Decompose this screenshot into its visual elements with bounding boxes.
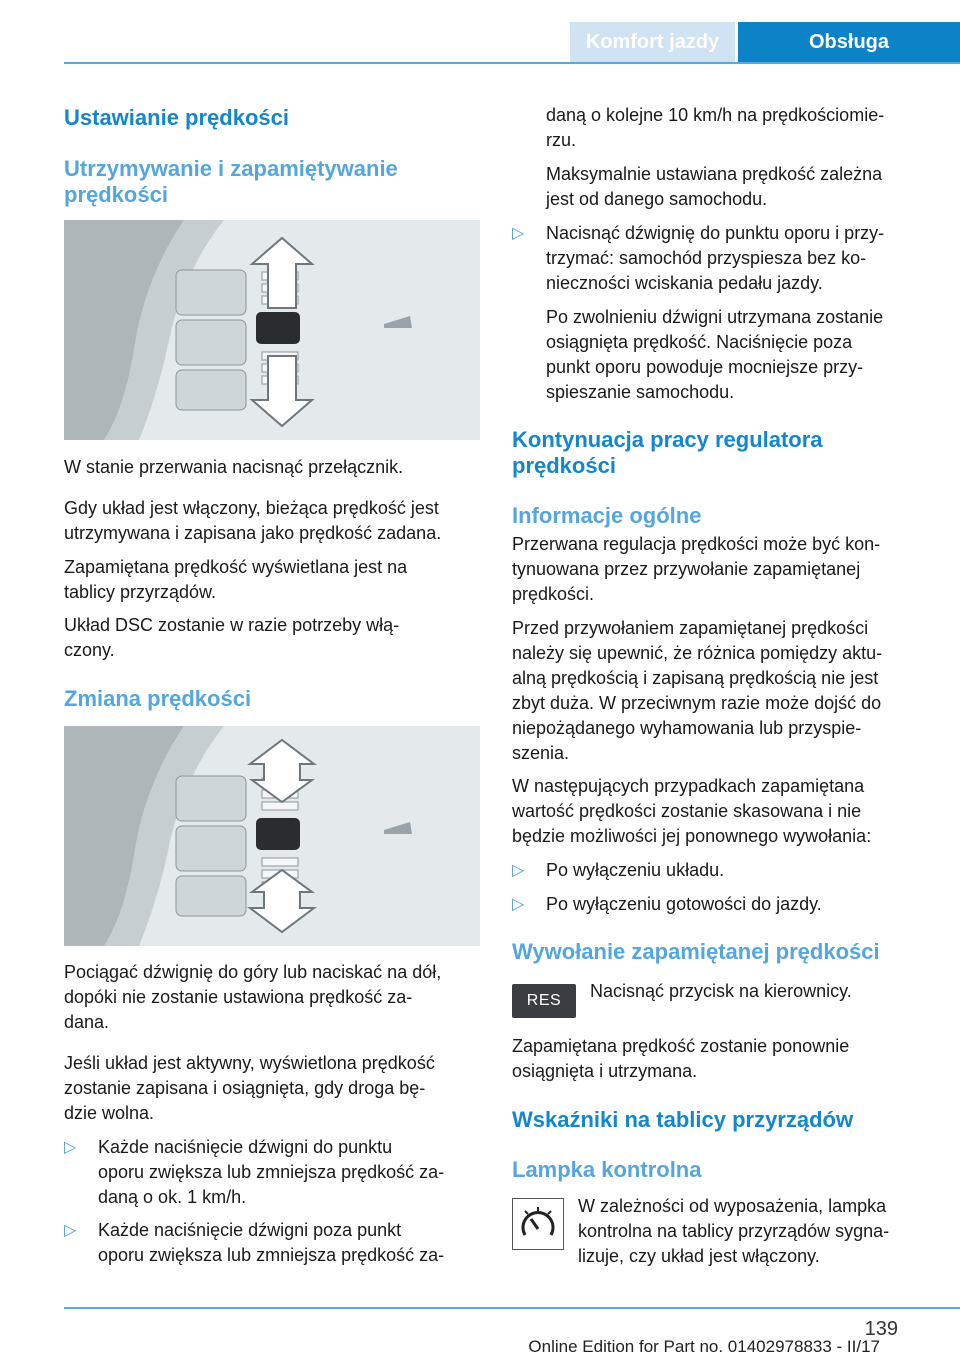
bullet-item-4	[512, 858, 932, 883]
paragraph-1: W stanie przerwania nacisnąć przełącznik.	[64, 457, 404, 477]
footer-divider	[64, 1307, 960, 1309]
triangle-right-icon: ▷	[512, 225, 525, 242]
bullet-1-line-1: Każde naciśnięcie dźwigni do punktu	[98, 1137, 393, 1157]
release-line-4: spieszanie samochodu.	[546, 382, 735, 402]
bullet-4-text: Po wyłączeniu układu.	[546, 860, 725, 880]
bullet-2-line-1: Każde naciśnięcie dźwigni poza punkt	[98, 1220, 402, 1240]
bullet-item-1	[64, 1135, 484, 1210]
subheading-zmiana: Zmiana prędkości	[64, 686, 252, 711]
paragraph-6-line-2: zostanie zapisana i osiągnięta, gdy droga bę‐	[64, 1078, 426, 1098]
paragraph-4-line-1: Układ DSC zostanie w razie potrzeby włą‐	[64, 615, 400, 635]
paragraph-8-line-3: alną prędkością i zapisaną prędkością nie jest	[512, 668, 879, 688]
paragraph-4-line-2: czony.	[64, 640, 115, 660]
max-speed-line-1: Maksymalnie ustawiana prędkość zależna	[546, 164, 883, 184]
paragraph-2-line-1: Gdy układ jest włączony, bieżąca prędkość jest	[64, 498, 439, 518]
page-header	[0, 0, 960, 64]
bullet-item-3	[512, 221, 932, 296]
bullet-1-line-3: daną o ok. 1 km/h.	[98, 1187, 247, 1207]
continuation-line-1: daną o kolejne 10 km/h na prędkościomie‐	[546, 105, 885, 125]
bullet-2-line-2: oporu zwiększa lub zmniejsza prędkość za‐	[98, 1245, 445, 1265]
heading-wskazniki: Wskaźniki na tablicy przyrządów	[512, 1107, 854, 1132]
paragraph-7-line-3: prędkości.	[512, 584, 595, 604]
paragraph-12-line-1: W zależności od wyposażenia, lampka	[578, 1196, 887, 1216]
steering-wheel-lever-photo-1	[64, 220, 480, 440]
bullet-3-line-2: trzymać: samochód przyspiesza bez ko‐	[546, 248, 867, 268]
bullet-3-line-3: nieczności wciskania pedału jazdy.	[546, 273, 823, 293]
bullet-item-2	[64, 1218, 484, 1268]
release-line-3: punkt oporu powoduje mocniejsze przy‐	[546, 357, 864, 377]
subheading-utrzymywanie-2: prędkości	[64, 182, 168, 207]
release-line-1: Po zwolnieniu dźwigni utrzymana zostanie	[546, 307, 884, 327]
heading-kontynuacja-2: prędkości	[512, 453, 616, 478]
triangle-right-icon: ▷	[64, 1222, 77, 1239]
bullet-item-5	[512, 892, 932, 917]
paragraph-12-line-2: kontrolna na tablicy przyrządów sygna‐	[578, 1221, 890, 1241]
paragraph-7-line-1: Przerwana regulacja prędkości może być kon‐	[512, 534, 881, 554]
res-button-icon: RES	[512, 984, 576, 1018]
paragraph-5-line-2: dopóki nie zostanie ustawiona prędkość za‐	[64, 987, 413, 1007]
max-speed-line-2: jest od danego samochodu.	[546, 189, 768, 209]
bullet-5-text: Po wyłączeniu gotowości do jazdy.	[546, 894, 822, 914]
continuation-line-2: rzu.	[546, 130, 577, 150]
heading-ustawianie: Ustawianie prędkości	[64, 105, 289, 130]
paragraph-8-line-5: niepożądanego wyhamowania lub przyspie‐	[512, 718, 862, 738]
paragraph-8-line-2: należy się upewnić, że różnica pomiędzy aktu‐	[512, 643, 883, 663]
heading-kontynuacja-1: Kontynuacja pracy regulatora	[512, 427, 823, 452]
subheading-wywolanie: Wywołanie zapamiętanej prędkości	[512, 939, 880, 964]
header-divider	[64, 62, 960, 64]
paragraph-5-line-1: Pociągać dźwignię do góry lub naciskać na dół,	[64, 962, 442, 982]
paragraph-3-line-1: Zapamiętana prędkość wyświetlana jest na	[64, 557, 408, 577]
paragraph-8-line-6: szenia.	[512, 743, 570, 763]
subheading-lampka: Lampka kontrolna	[512, 1157, 702, 1182]
bullet-3-line-1: Nacisnąć dźwignię do punktu oporu i przy‐	[546, 223, 885, 243]
paragraph-7-line-2: tynuowana przez przywołanie zapamiętanej	[512, 559, 861, 579]
triangle-right-icon: ▷	[512, 862, 525, 879]
release-line-2: osiągnięta prędkość. Naciśnięcie poza	[546, 332, 853, 352]
paragraph-2-line-2: utrzymywana i zapisana jako prędkość zadana.	[64, 523, 442, 543]
paragraph-9-line-3: będzie możliwości jej ponownego wywołania:	[512, 826, 872, 846]
paragraph-10: Nacisnąć przycisk na kierownicy.	[590, 981, 852, 1001]
paragraph-6-line-3: dzie wolna.	[64, 1103, 155, 1123]
steering-wheel-lever-photo-2	[64, 726, 480, 946]
triangle-right-icon: ▷	[512, 896, 525, 913]
paragraph-11-line-1: Zapamiętana prędkość zostanie ponownie	[512, 1036, 850, 1056]
paragraph-8-line-4: zbyt duża. W przeciwnym razie może dojść do	[512, 693, 882, 713]
bullet-1-line-2: oporu zwiększa lub zmniejsza prędkość za‐	[98, 1162, 445, 1182]
edition-footer: Online Edition for Part no. 01402978833 - II/17	[528, 1337, 880, 1356]
page-number: 139	[864, 1318, 898, 1340]
chapter-tab: Obsługa	[738, 22, 960, 62]
triangle-right-icon: ▷	[64, 1139, 77, 1156]
paragraph-8-line-1: Przed przywołaniem zapamiętanej prędkości	[512, 618, 869, 638]
speedometer-icon	[512, 1198, 564, 1250]
paragraph-9-line-2: wartość prędkości zostanie skasowana i nie	[512, 801, 862, 821]
paragraph-6-line-1: Jeśli układ jest aktywny, wyświetlona prędkość	[64, 1053, 435, 1073]
paragraph-12-line-3: lizuje, czy układ jest włączony.	[578, 1246, 820, 1266]
paragraph-5-line-3: dana.	[64, 1012, 110, 1032]
section-tab: Komfort jazdy	[570, 22, 735, 62]
subheading-utrzymywanie-1: Utrzymywanie i zapamiętywanie	[64, 156, 398, 181]
paragraph-3-line-2: tablicy przyrządów.	[64, 582, 217, 602]
paragraph-9-line-1: W następujących przypadkach zapamiętana	[512, 776, 865, 796]
paragraph-11-line-2: osiągnięta i utrzymana.	[512, 1061, 698, 1081]
subheading-informacje: Informacje ogólne	[512, 503, 702, 528]
